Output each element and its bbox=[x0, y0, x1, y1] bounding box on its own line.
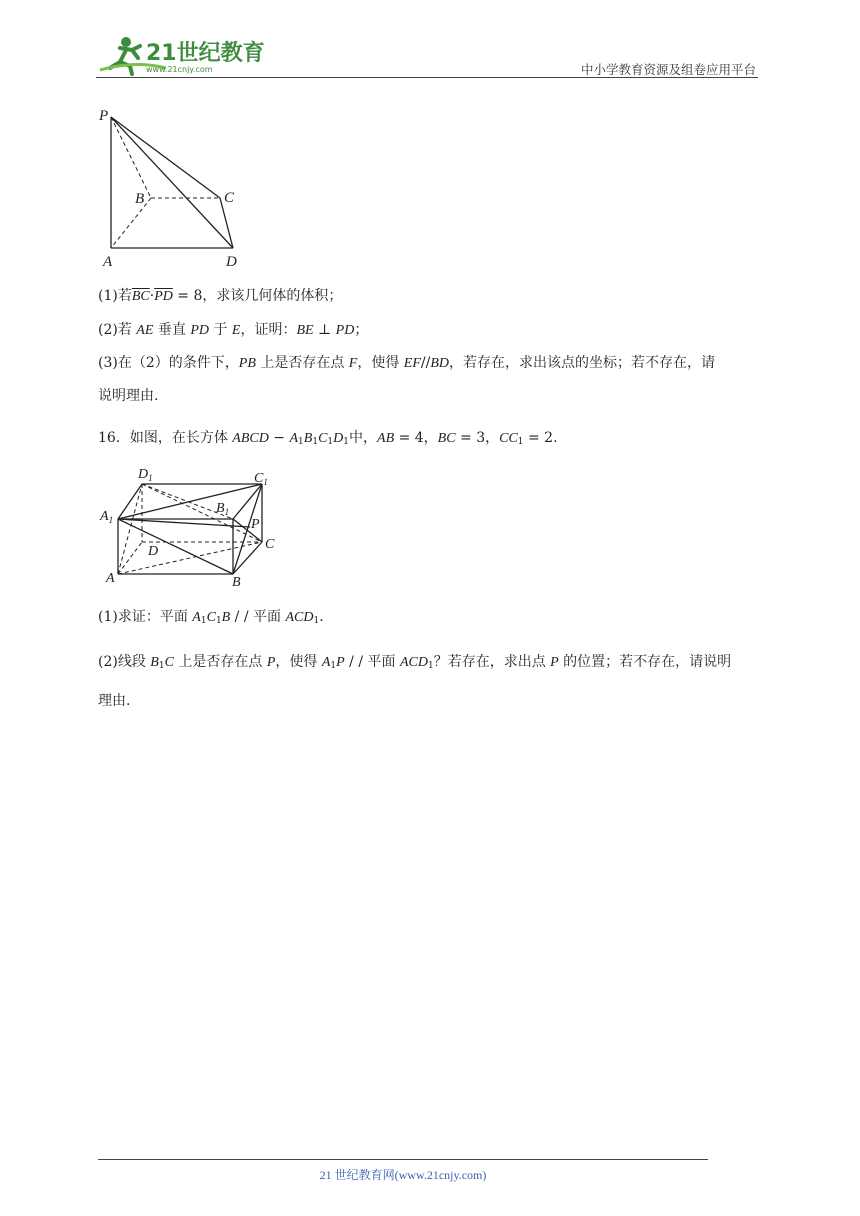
label-C: C bbox=[265, 537, 275, 552]
q16-stem: 16．如图，在长方体 ABCD − $A_1B_1C_1D_1$中，AB = 4，BC = 3，$CC_1 = 2$. bbox=[98, 430, 558, 447]
header-divider bbox=[96, 77, 758, 78]
label-B1: $B_1$ bbox=[216, 501, 230, 517]
label-B: B bbox=[135, 191, 145, 207]
q15-part2: (2)若 AE 垂直 PD 于 E，证明：BE ⊥ PD； bbox=[98, 322, 369, 338]
header-platform-text: 中小学教育资源及组卷应用平台 bbox=[580, 62, 756, 77]
figure-cuboid bbox=[98, 462, 288, 590]
logo-text: 21世纪教育 bbox=[146, 41, 265, 66]
figure-pyramid bbox=[98, 104, 258, 274]
q15-part3: (3)在（2）的条件下，PB 上是否存在点 F，使得 EF//BD，若存在，求出该点的坐标；若不存在，请 bbox=[98, 355, 716, 371]
q16-part1: (1)求证：平面 $A_1C_1B$ / / 平面 $ACD_1$. bbox=[98, 609, 324, 626]
label-P: P bbox=[251, 517, 260, 532]
label-P: P bbox=[99, 108, 109, 124]
label-D1: $D_1$ bbox=[138, 467, 153, 483]
site-logo bbox=[96, 32, 266, 76]
q15-part1: (1)若$\overline{BC}\cdot\overline{PD} = 8$，求该几何体的体积； bbox=[98, 288, 343, 304]
label-A: A bbox=[103, 254, 113, 270]
label-B: B bbox=[232, 575, 241, 590]
label-D: D bbox=[148, 544, 159, 559]
label-A1: $A_1$ bbox=[100, 509, 114, 525]
label-C: C bbox=[224, 190, 235, 206]
footer-divider bbox=[98, 1159, 708, 1160]
q15-part3-cont: 说明理由. bbox=[98, 388, 159, 404]
q16-part2-cont: 理由. bbox=[98, 693, 131, 709]
q16-part2: (2)线段 $B_1C$ 上是否存在点 P，使得 $A_1P$ / / 平面 $ACD_1$？若存在，求出点 P 的位置；若不存在，请说明 bbox=[98, 654, 732, 671]
page-header bbox=[96, 30, 758, 78]
label-C1: $C_1$ bbox=[254, 471, 268, 487]
label-D: D bbox=[226, 254, 237, 270]
logo-url: www.21cnjy.com bbox=[146, 65, 213, 74]
label-A: A bbox=[106, 571, 115, 586]
footer-site-link[interactable]: 21 世纪教育网(www.21cnjy.com) bbox=[319, 1168, 487, 1182]
